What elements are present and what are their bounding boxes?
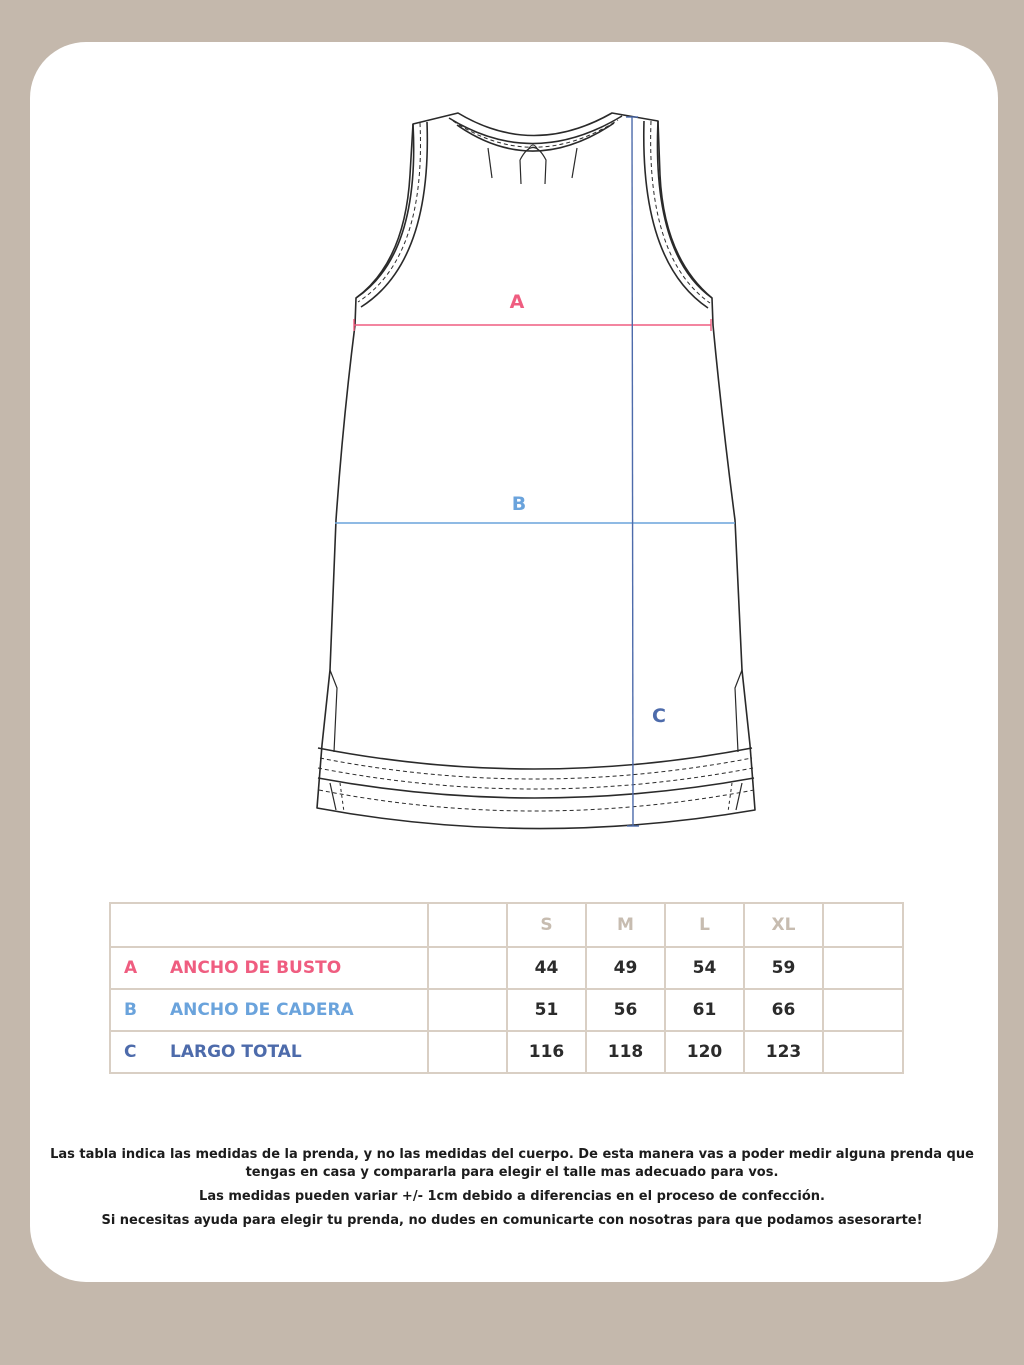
value-cell: 61 bbox=[665, 989, 744, 1031]
note-help: Si necesitas ayuda para elegir tu prenda, no dudes en comunicarte con nosotras para que podamos asesorarte! bbox=[101, 1213, 923, 1228]
trailing-cell bbox=[823, 989, 903, 1031]
size-header-row bbox=[110, 903, 903, 947]
trailing-cell bbox=[823, 1031, 903, 1073]
row-code: C bbox=[110, 1031, 158, 1073]
row-code: B bbox=[110, 989, 158, 1031]
note-measurement-info: Las tabla indica las medidas de la prenda, y no las medidas del cuerpo. De esta manera vas a poder medir alguna prenda que tengas en casa y compararla para elegir el talle mas adecuado para vos. bbox=[50, 1147, 974, 1180]
spacer-cell bbox=[428, 1031, 507, 1073]
size-table bbox=[109, 902, 904, 1074]
size-header-l: L bbox=[665, 903, 744, 947]
value-cell: 49 bbox=[586, 947, 665, 989]
measure-label-b: B bbox=[511, 493, 527, 515]
value-cell: 54 bbox=[665, 947, 744, 989]
table-row-bust bbox=[110, 947, 903, 989]
header-empty-cell bbox=[110, 903, 158, 947]
table-row-length bbox=[110, 1031, 903, 1073]
header-trailing-cell bbox=[823, 903, 903, 947]
row-name: ANCHO DE BUSTO bbox=[158, 947, 428, 989]
dress-outline bbox=[317, 113, 755, 829]
size-header-s: S bbox=[507, 903, 586, 947]
value-cell: 44 bbox=[507, 947, 586, 989]
value-cell: 116 bbox=[507, 1031, 586, 1073]
row-name: ANCHO DE CADERA bbox=[158, 989, 428, 1031]
measure-label-a: A bbox=[509, 291, 525, 313]
header-empty-cell bbox=[158, 903, 428, 947]
row-code: A bbox=[110, 947, 158, 989]
value-cell: 56 bbox=[586, 989, 665, 1031]
size-header-m: M bbox=[586, 903, 665, 947]
spacer-cell bbox=[428, 989, 507, 1031]
table-row-hip bbox=[110, 989, 903, 1031]
note-variation: Las medidas pueden variar +/- 1cm debido a diferencias en el proceso de confección. bbox=[199, 1189, 825, 1204]
value-cell: 123 bbox=[744, 1031, 823, 1073]
value-cell: 118 bbox=[586, 1031, 665, 1073]
value-cell: 120 bbox=[665, 1031, 744, 1073]
size-notes bbox=[50, 1146, 974, 1236]
trailing-cell bbox=[823, 947, 903, 989]
header-spacer-cell bbox=[428, 903, 507, 947]
value-cell: 59 bbox=[744, 947, 823, 989]
measure-label-c: C bbox=[652, 705, 666, 727]
measure-line-a bbox=[354, 319, 711, 331]
row-name: LARGO TOTAL bbox=[158, 1031, 428, 1073]
spacer-cell bbox=[428, 947, 507, 989]
value-cell: 66 bbox=[744, 989, 823, 1031]
size-header-xl: XL bbox=[744, 903, 823, 947]
measure-line-c bbox=[626, 117, 639, 826]
value-cell: 51 bbox=[507, 989, 586, 1031]
